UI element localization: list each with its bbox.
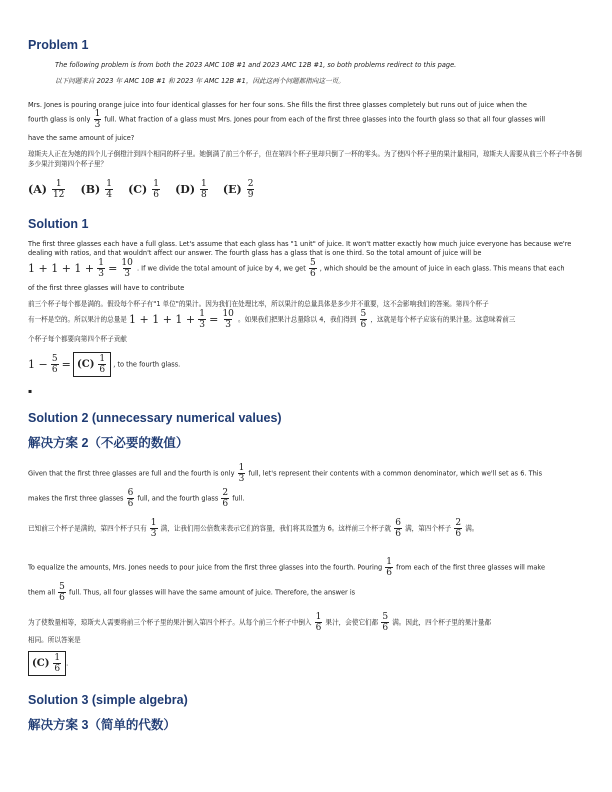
solution-2-zh-line2: 为了使数量相等，琼斯夫人需要将前三个杯子里的果汁倒入第四个杯子。从每个前三个杯子中倒入 $\frac{1}{6}$ 果汁，会使它们都 $\frac{5}{6}$ 满。因此，四个杯子里的果汁量都 [28, 612, 492, 633]
problem-statement-en-line1: Mrs. Jones is pouring orange juice into four identical glasses for her four sons. She fills the first three glasses completely but runs out of juice when the [28, 101, 527, 109]
solution-2-en-line1: Given that the first three glasses are full and the fourth is only $\frac{1}{3}$ full, let's represent their contents with a common denominator, which we'll set as 6. This [28, 463, 543, 484]
solution-2-en-line2: makes the first three glasses $\frac{6}{6}$ full, and the fourth glass $\frac{2}{6}$ full. [28, 488, 245, 509]
redirect-note-en: The following problem is from both the 2023 AMC 10B #1 and 2023 AMC 12B #1, so both problems redirect to this page. [55, 61, 457, 69]
choice-a: (A) $\frac{1}{12}$ [28, 179, 65, 200]
fraction-one-third: $\frac{1}{3}$ [94, 109, 101, 130]
solution-1-answer-line: 1 − $\frac{5}{6}$ = (C) $\frac{1}{6}$ , to the fourth glass. [28, 354, 181, 375]
solution-2-en-line3: To equalize the amounts, Mrs. Jones needs to pour juice from the first three glasses into the fourth. Pouring $\frac{1}{6}$ from each of the first three glasses will make [28, 557, 546, 578]
solution-1-contribute-line: of the first three glasses will have to contribute [28, 284, 185, 292]
solution-1-sum-line: 1 + 1 + 1 + $\frac{1}{3}$ = $\frac{10}{3}$ . If we divide the total amount of juice by 4, we get $\frac{5}{6}$ , which should be the amount of juice in each glass. This means that each [28, 258, 565, 279]
solution-2-zh-line1: 已知前三个杯子是满的，第四个杯子只有 $\frac{1}{3}$ 满，让我们用公倍数来表示它们的容量，我们将其设置为 6。这样前三个杯子就 $\frac{6}{6}$ 满，第四个杯子 $\frac{2}{6}$ 满。 [28, 518, 479, 539]
problem-statement-en-line3: have the same amount of juice? [28, 134, 135, 142]
solution-3-heading-zh: 解决方案 3（简单的代数） [28, 718, 176, 732]
solution-1-zh-line1: 前三个杯子每个都是满的。假设每个杯子有"1 单位"的果汁。因为我们在处理比率，所以果汁的总量具体是多少并不重要，这不会影响我们的答案。第四个杯子 [28, 300, 489, 308]
solution-2-heading-zh: 解决方案 2（不必要的数值） [28, 436, 189, 450]
boxed-answer: (C) $\frac{1}{6}$ [28, 651, 66, 676]
solution-2-zh-line3: 相同。所以答案是 [28, 636, 81, 644]
choice-d: (D) $\frac{1}{8}$ [175, 179, 207, 200]
bullet-marker: ▪ [28, 388, 33, 395]
solution-3-heading-en: Solution 3 (simple algebra) [28, 693, 188, 707]
problem-1-heading: Problem 1 [28, 38, 89, 52]
boxed-answer: (C) $\frac{1}{6}$ [73, 352, 111, 377]
solution-2-heading-en: Solution 2 (unnecessary numerical values) [28, 411, 282, 425]
solution-1-heading: Solution 1 [28, 217, 89, 231]
solution-1-zh-line2: 有一杯是空的。所以果汁的总量是 1 + 1 + 1 + $\frac{1}{3}$ = $\frac{10}{3}$ 。如果我们把果汁总量除以 4，我们得到 $\frac{5}{6}$ ，这就是每个杯子应该有的果汁量。这意味着前三 [28, 309, 516, 330]
solution-2-answer: (C) $\frac{1}{6}$ . [28, 651, 68, 676]
choice-c: (C) $\frac{1}{6}$ [128, 179, 159, 200]
redirect-note-zh: 以下问题来自 2023 年 AMC 10B #1 和 2023 年 AMC 12B #1，因此这两个问题都指向这一页。 [55, 77, 345, 85]
problem-statement-zh: 琼斯夫人正在为她的四个儿子倒橙汁到四个相同的杯子里。她倒满了前三个杯子，但在第四个杯子里却只倒了一杯的零头。为了使四个杯子里的果汁量相同，琼斯夫人需要从前三个杯子中各倒多少果汁到第四个杯子里？ [28, 150, 582, 168]
choice-b: (B) $\frac{1}{4}$ [80, 179, 112, 200]
solution-2-en-line4: them all $\frac{5}{6}$ full. Thus, all four glasses will have the same amount of juice. Therefore, the answer is [28, 582, 356, 603]
solution-1-para-en: The first three glasses each have a full glass. Let's assume that each glass has "1 unit" of juice. It won't matter exactly how much juice everyone has because we're dealing with ratios, and that wouldn't affect our answer. The fourth glass has a glass that is one third. So the total amount of juice will be [28, 240, 572, 257]
solution-1-zh-line3: 个杯子每个都要向第四个杯子贡献 [28, 335, 127, 343]
problem-statement-en-line2: fourth glass is only $\frac{1}{3}$ full. What fraction of a glass must Mrs. Jones pour from each of the first three glasses into the fourth glass so that all four glasses will [28, 109, 546, 130]
choice-e: (E) $\frac{2}{9}$ [222, 179, 254, 200]
answer-choices [28, 179, 267, 200]
